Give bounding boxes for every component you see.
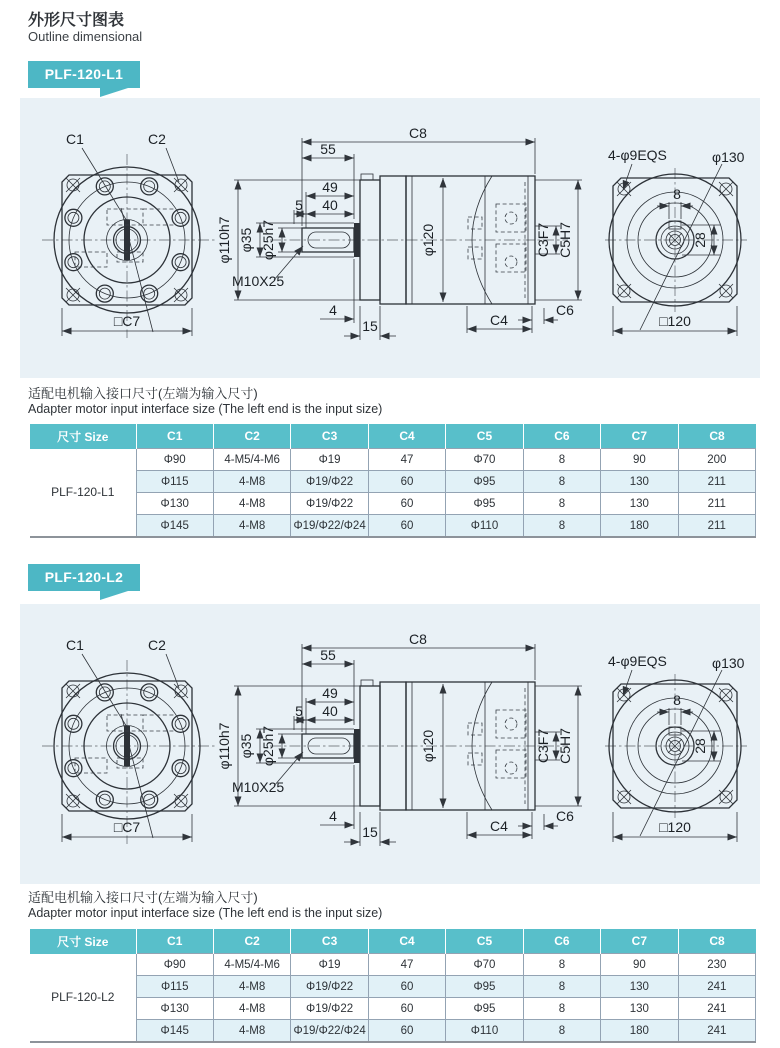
table-cell: 211 [678, 471, 755, 493]
table-header-c3: C3 [291, 929, 368, 954]
table-header-row [30, 424, 756, 449]
dim-label-phi25h7: φ25h7 [260, 725, 276, 767]
engineering-drawing [20, 604, 760, 884]
table-cell: 4-M8 [213, 1020, 290, 1043]
dim-label-5: 5 [295, 703, 303, 719]
front-keyway-slot [124, 220, 130, 260]
dim-label-phi35: φ35 [238, 227, 254, 253]
dim-label-phi130: φ130 [712, 149, 745, 165]
drawing-panel-l1 [20, 98, 760, 378]
front-view [42, 637, 216, 844]
dim-label-m10x25: M10X25 [232, 273, 285, 289]
table-cell: 211 [678, 493, 755, 515]
dim-15 [344, 812, 396, 846]
dim-label-c7: □C7 [113, 819, 141, 835]
table-cell: Φ130 [136, 493, 213, 515]
dim-label-sq120: □120 [659, 819, 691, 835]
dimension-table-l2 [30, 929, 756, 1043]
dim-label-m10x25: M10X25 [232, 779, 285, 795]
table-cell: 60 [368, 998, 445, 1020]
table-cell: 180 [601, 1020, 678, 1043]
table-cell: Φ19/Φ22/Φ24 [291, 1020, 368, 1043]
table-cell: Φ145 [136, 1020, 213, 1043]
dim-4 [320, 259, 354, 323]
dim-label-8: 8 [673, 692, 681, 708]
shaft-shoulder [354, 729, 360, 763]
table-row [30, 998, 756, 1020]
table-header-c4: C4 [368, 424, 445, 449]
table-cell: 130 [601, 976, 678, 998]
dim-c4 [467, 812, 532, 839]
dim-label-eqs: 4-φ9EQS [608, 653, 667, 669]
table-row [30, 449, 756, 471]
table-row [30, 1020, 756, 1043]
dim-label-c2: C2 [148, 131, 166, 147]
rear-view [605, 147, 747, 336]
table-cell: Φ19/Φ22 [291, 976, 368, 998]
dim-15 [344, 306, 396, 340]
table-header-row [30, 929, 756, 954]
dim-label-40: 40 [322, 703, 338, 719]
dim-5-40 [294, 197, 354, 224]
eqs-leader-line [623, 670, 632, 696]
table-cell: Φ19 [291, 954, 368, 976]
dim-label-8: 8 [673, 186, 681, 202]
dim-label-phi120: φ120 [420, 729, 436, 763]
table-cell: 211 [678, 515, 755, 538]
table-cell: Φ19/Φ22 [291, 998, 368, 1020]
c2-leader-line [166, 654, 179, 688]
dimension-table-l1 [30, 424, 756, 538]
table-cell: 241 [678, 998, 755, 1020]
table-header-c8: C8 [678, 424, 755, 449]
table-header-size: 尺寸 Size [30, 929, 136, 954]
table-cell: 8 [523, 515, 600, 538]
table-cell: 200 [678, 449, 755, 471]
dim-label-c4: C4 [490, 312, 508, 328]
page-title-zh: 外形尺寸图表 [28, 12, 125, 29]
section-badge-l2: PLF-120-L2 [28, 564, 140, 591]
table-cell: 8 [523, 471, 600, 493]
table-header-c8: C8 [678, 929, 755, 954]
table-cell: 47 [368, 954, 445, 976]
table-cell: 4-M8 [213, 976, 290, 998]
table-cell: Φ70 [446, 954, 523, 976]
dim-label-15: 15 [362, 824, 378, 840]
table-cell: 8 [523, 998, 600, 1020]
table-cell: 60 [368, 1020, 445, 1043]
dim-phi120 [420, 684, 443, 808]
dim-label-c5h7: C5H7 [557, 728, 573, 764]
dim-label-c8: C8 [409, 631, 427, 647]
table-cell: Φ115 [136, 471, 213, 493]
dim-label-49: 49 [322, 179, 338, 195]
row-label-cell: PLF-120-L2 [30, 954, 136, 1043]
dim-label-4: 4 [329, 302, 337, 318]
table-header-c6: C6 [523, 929, 600, 954]
table-row [30, 976, 756, 998]
table-cell: 8 [523, 976, 600, 998]
rear-view [605, 653, 747, 842]
table-header-c4: C4 [368, 929, 445, 954]
table-cell: 90 [601, 954, 678, 976]
dim-label-55: 55 [320, 141, 336, 157]
table-cell: 180 [601, 515, 678, 538]
dim-label-c7: □C7 [113, 313, 141, 329]
table-row [30, 954, 756, 976]
table-cell: Φ95 [446, 471, 523, 493]
table-header-c1: C1 [136, 929, 213, 954]
dim-c6 [518, 808, 574, 830]
table-header-c7: C7 [601, 424, 678, 449]
table-cell: Φ110 [446, 515, 523, 538]
table-header-c1: C1 [136, 424, 213, 449]
table-cell: 8 [523, 449, 600, 471]
table-cell: 60 [368, 493, 445, 515]
front-keyway-slot [124, 726, 130, 766]
table-cell: Φ19/Φ22 [291, 493, 368, 515]
table-cell: Φ90 [136, 954, 213, 976]
dim-c4 [467, 306, 532, 333]
drawing-panel-l2 [20, 604, 760, 884]
note-en-l1: Adapter motor input interface size (The left end is the input size) [28, 402, 383, 416]
table-cell: 8 [523, 493, 600, 515]
table-cell: Φ110 [446, 1020, 523, 1043]
table-cell: 47 [368, 449, 445, 471]
table-row [30, 471, 756, 493]
dim-label-c1: C1 [66, 637, 84, 653]
dim-label-phi25h7: φ25h7 [260, 219, 276, 261]
dim-label-c1: C1 [66, 131, 84, 147]
table-cell: 8 [523, 1020, 600, 1043]
dim-label-sq120: □120 [659, 313, 691, 329]
table-header-c7: C7 [601, 929, 678, 954]
table-cell: 60 [368, 471, 445, 493]
dim-label-c6: C6 [556, 808, 574, 824]
table-header-size: 尺寸 Size [30, 424, 136, 449]
table-cell: Φ19 [291, 449, 368, 471]
shaft-shoulder [354, 223, 360, 257]
table-header-c2: C2 [213, 424, 290, 449]
dim-label-c2: C2 [148, 637, 166, 653]
front-view [42, 131, 216, 338]
dim-label-5: 5 [295, 197, 303, 213]
table-cell: Φ130 [136, 998, 213, 1020]
table-cell: Φ19/Φ22/Φ24 [291, 515, 368, 538]
table-cell: 4-M8 [213, 515, 290, 538]
table-cell: 241 [678, 1020, 755, 1043]
table-cell: Φ90 [136, 449, 213, 471]
dim-label-c4: C4 [490, 818, 508, 834]
side-hidden-lines [468, 688, 526, 804]
dim-label-55: 55 [320, 647, 336, 663]
table-row [30, 493, 756, 515]
dim-label-4: 4 [329, 808, 337, 824]
table-cell: 130 [601, 493, 678, 515]
dim-label-c5h7: C5H7 [557, 222, 573, 258]
dim-label-phi110h7: φ110h7 [216, 216, 232, 264]
dim-label-c8: C8 [409, 125, 427, 141]
dim-label-phi35: φ35 [238, 733, 254, 759]
dim-label-15: 15 [362, 318, 378, 334]
dim-label-28: 28 [692, 232, 708, 248]
table-cell: 90 [601, 449, 678, 471]
table-cell: 4-M8 [213, 493, 290, 515]
dim-label-c6: C6 [556, 302, 574, 318]
table-header-c5: C5 [446, 929, 523, 954]
table-cell: 60 [368, 515, 445, 538]
dim-label-phi120: φ120 [420, 223, 436, 257]
table-cell: 241 [678, 976, 755, 998]
row-label-cell: PLF-120-L1 [30, 449, 136, 538]
c2-leader-line [166, 148, 179, 182]
table-cell: Φ70 [446, 449, 523, 471]
side-hidden-lines [468, 182, 526, 298]
table-header-c5: C5 [446, 424, 523, 449]
page-title-en: Outline dimensional [28, 29, 143, 44]
side-view [216, 631, 582, 846]
table-cell: Φ145 [136, 515, 213, 538]
dim-label-phi130: φ130 [712, 655, 745, 671]
table-header-c6: C6 [523, 424, 600, 449]
note-en-l2: Adapter motor input interface size (The left end is the input size) [28, 906, 383, 920]
table-cell: Φ95 [446, 493, 523, 515]
table-header-c2: C2 [213, 929, 290, 954]
table-cell: 4-M8 [213, 998, 290, 1020]
table-row [30, 515, 756, 538]
table-header-c3: C3 [291, 424, 368, 449]
dim-4 [320, 765, 354, 829]
table-cell: 4-M5/4-M6 [213, 954, 290, 976]
dim-label-phi110h7: φ110h7 [216, 722, 232, 770]
dim-label-eqs: 4-φ9EQS [608, 147, 667, 163]
dim-5-40 [294, 703, 354, 730]
table-cell: 60 [368, 976, 445, 998]
dim-label-c3f7: C3F7 [535, 728, 551, 764]
table-cell: Φ115 [136, 976, 213, 998]
side-view [216, 125, 582, 340]
table-cell: 8 [523, 954, 600, 976]
note-zh-l2: 适配电机输入接口尺寸(左端为输入尺寸) [28, 890, 258, 905]
engineering-drawing [20, 98, 760, 378]
table-cell: Φ95 [446, 998, 523, 1020]
table-cell: 4-M5/4-M6 [213, 449, 290, 471]
table-cell: 230 [678, 954, 755, 976]
table-cell: Φ95 [446, 976, 523, 998]
table-cell: 4-M8 [213, 471, 290, 493]
dim-label-28: 28 [692, 738, 708, 754]
table-cell: Φ19/Φ22 [291, 471, 368, 493]
table-cell: 130 [601, 471, 678, 493]
dim-c6 [518, 302, 574, 324]
section-badge-l1: PLF-120-L1 [28, 61, 140, 88]
dim-label-40: 40 [322, 197, 338, 213]
table-cell: 130 [601, 998, 678, 1020]
dim-label-49: 49 [322, 685, 338, 701]
eqs-leader-line [623, 164, 632, 190]
note-zh-l1: 适配电机输入接口尺寸(左端为输入尺寸) [28, 386, 258, 401]
dim-phi120 [420, 178, 443, 302]
dim-label-c3f7: C3F7 [535, 222, 551, 258]
